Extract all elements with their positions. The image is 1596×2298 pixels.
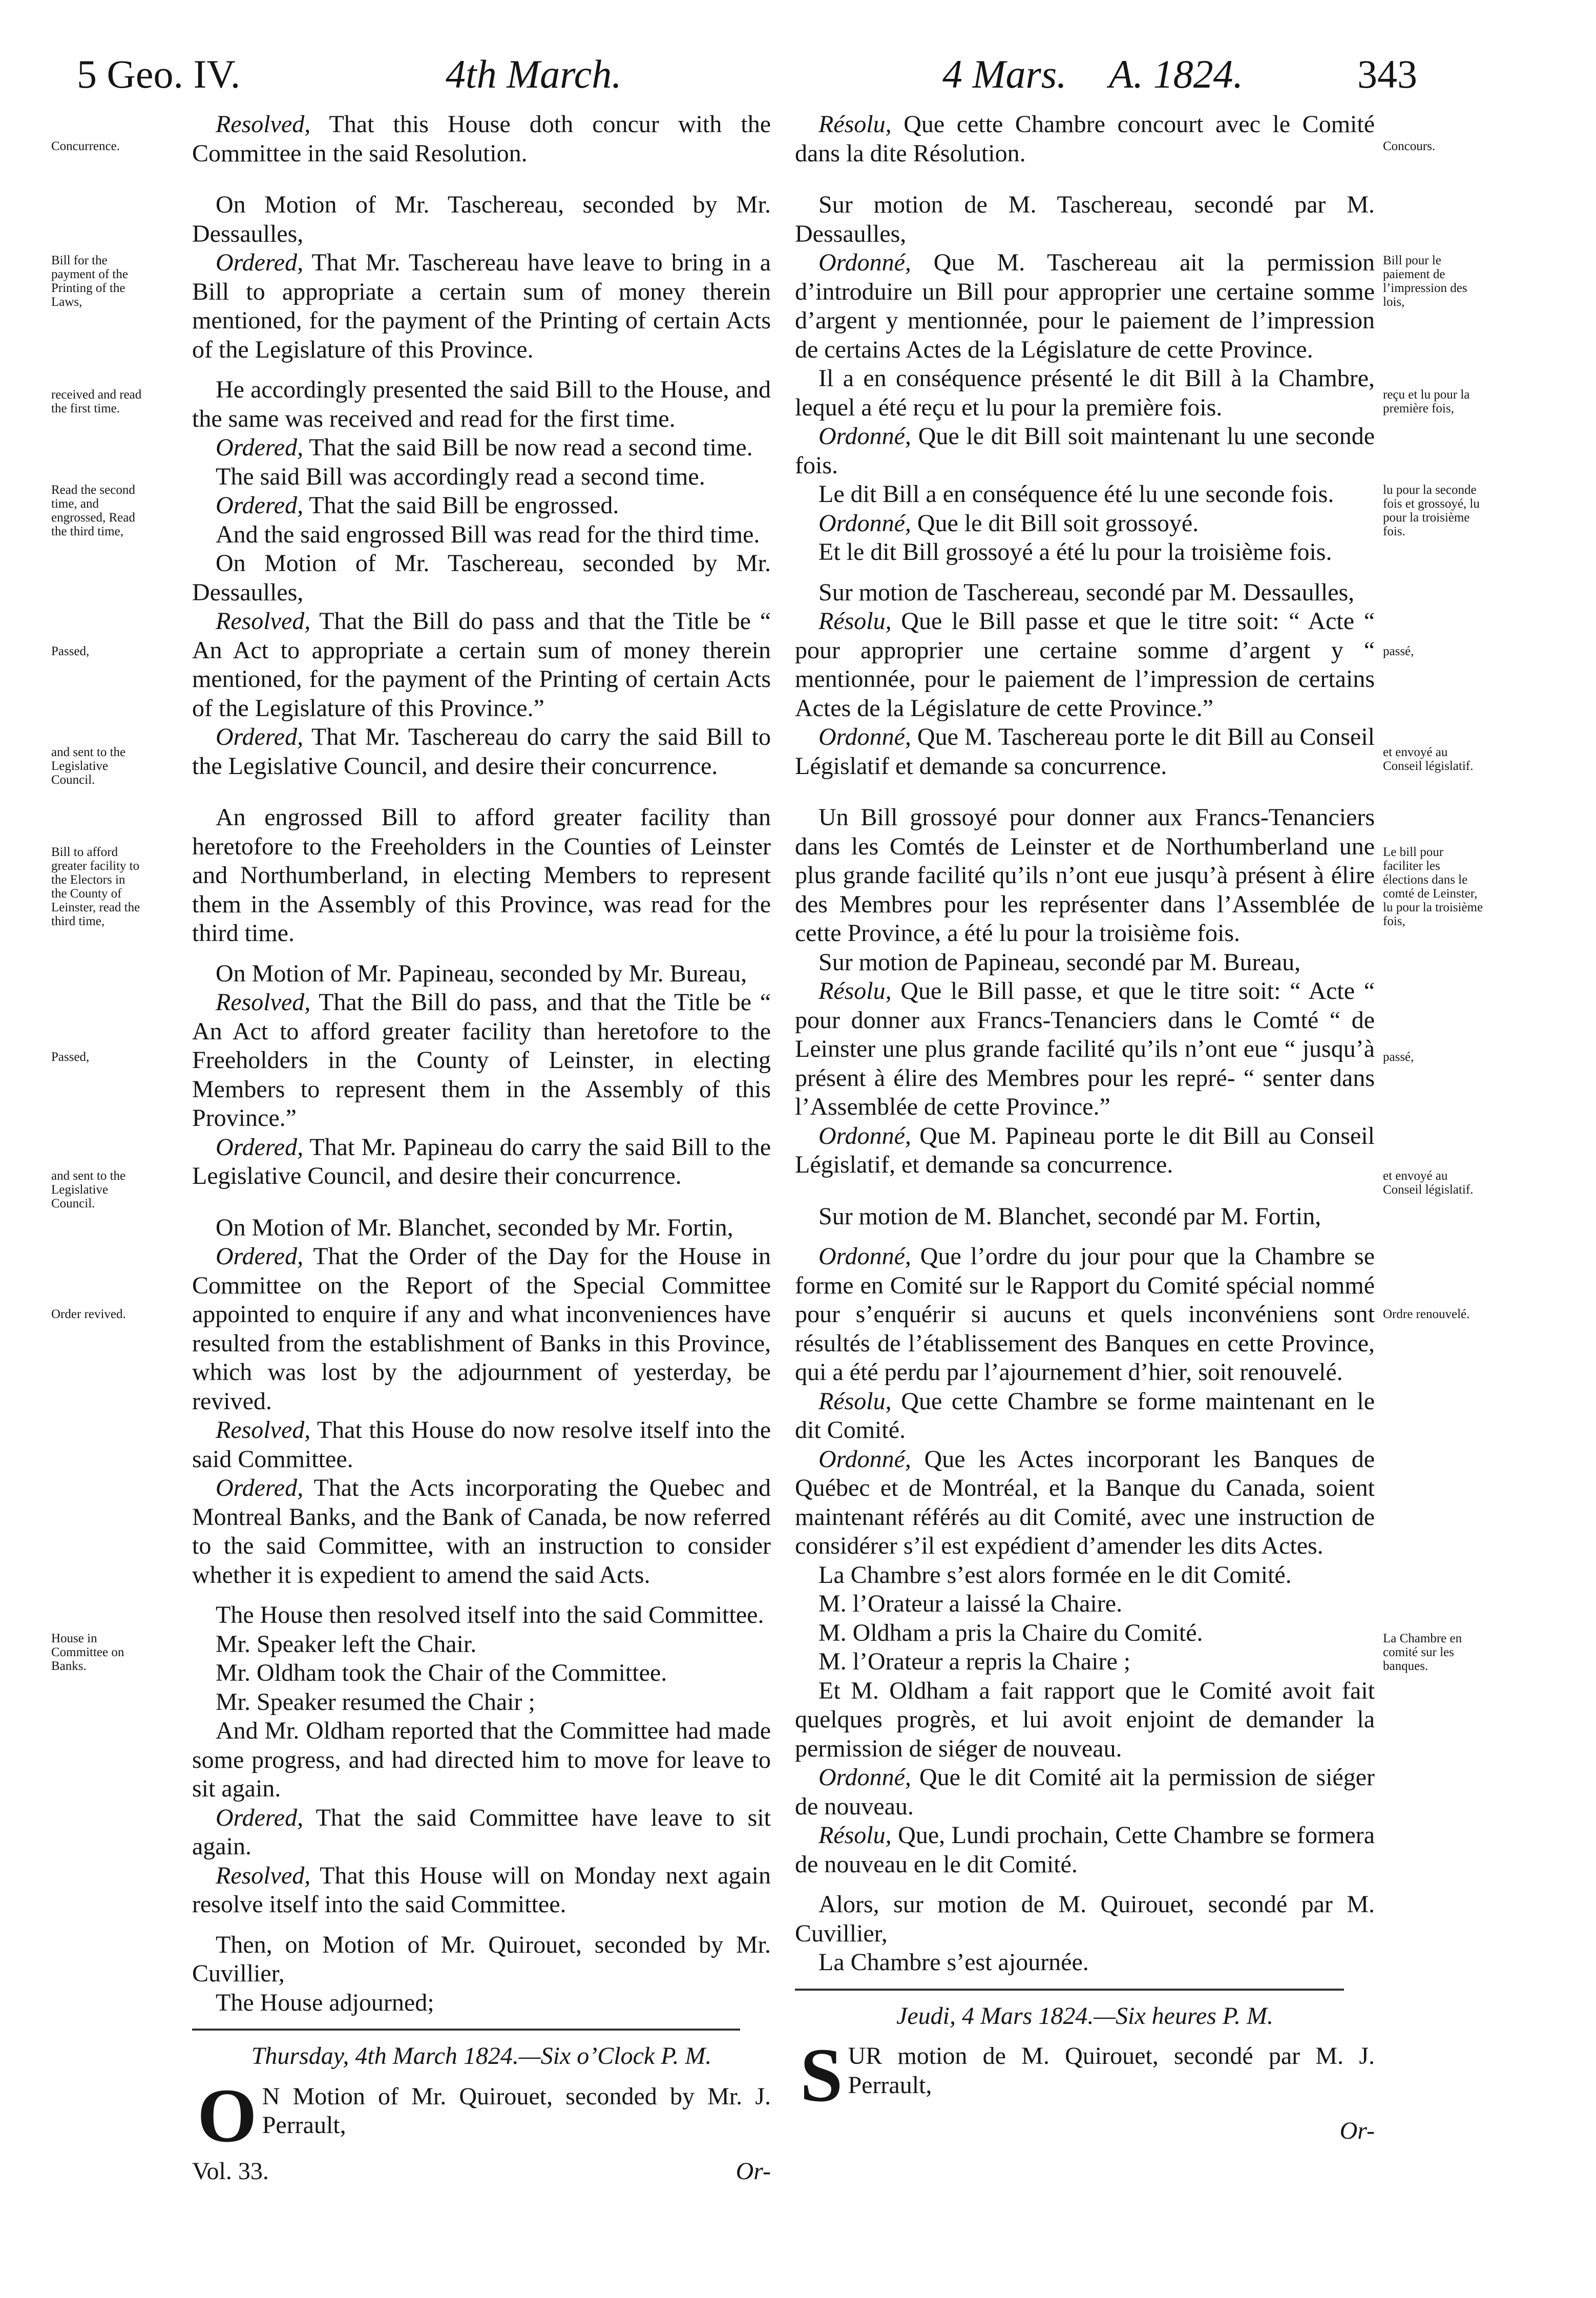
paragraph: Ordered, That Mr. Taschereau have leave to bring in a Bill to appropriate a certain sum of money therein mentioned, for the payment of the Printing of certain Acts of the Legislature of this Province. — [192, 249, 771, 363]
header-year: A. 1824. — [1109, 52, 1244, 96]
paragraph: Ordered, That the said Bill be now read a second time. — [216, 434, 753, 461]
margin-note: Bill pour le paiement de l’impression des lois, — [1383, 254, 1467, 309]
margin-note: Order revived. — [51, 1307, 126, 1321]
margin-note: Concours. — [1383, 139, 1436, 153]
section-rule — [192, 2029, 740, 2031]
paragraph: Resolved, That this House will on Monday next again resolve itself into the said Committee. — [192, 1862, 771, 1918]
paragraph: Sur motion de Taschereau, secondé par M. Dessaulles, — [818, 578, 1355, 606]
paragraph: And Mr. Oldham reported that the Committee had made some progress, and had directed him to move for leave to sit again. — [192, 1717, 771, 1802]
paragraph: On Motion of Mr. Blanchet, seconded by Mr. Fortin, — [216, 1214, 733, 1241]
paragraph: Alors, sur motion de M. Quirouet, secondé par M. Cuvillier, — [795, 1891, 1375, 1947]
paragraph: Ordonné, Que le dit Bill soit grossoyé. — [818, 509, 1199, 537]
paragraph: On Motion of Mr. Taschereau, seconded by Mr. Dessaulles, — [192, 550, 771, 606]
paragraph: Ordered, That the Order of the Day for the House in Committee on the Report of the Special Committee appointed to enquire if any and what inconveniences have resulted from the establishment of Banks in this Province, which was lost by the adjournment of yesterday, be revived. — [192, 1243, 771, 1415]
paragraph: Ordonné, Que M. Taschereau porte le dit Bill au Conseil Législatif et demande sa concurrence. — [795, 723, 1375, 780]
margin-note: House in Committee on Banks. — [51, 1632, 124, 1673]
paragraph: Mr. Speaker left the Chair. — [216, 1630, 477, 1658]
paragraph: La Chambre s’est alors formée en le dit Comité. — [818, 1561, 1292, 1589]
paragraph: On Motion of Mr. Papineau, seconded by Mr. Bureau, — [216, 959, 747, 987]
paragraph: Résolu, Que le Bill passe, et que le titre soit: “ Acte “ pour donner aux Francs-Tenanciers dans le Comté “ de Leinster une plus grande facilité qu’ils n’ont eue “ jusqu’à présent à élire des Membres pour les repré- “ senter dans l’Assemblée de cette Province.” — [795, 977, 1375, 1120]
paragraph: Un Bill grossoyé pour donner aux Francs-Tenanciers dans les Comtés de Leinster et de Northumberland une plus grande facilité qu’ils n’ont eue jusqu’à présent à élire des Membres pour les représenter dans l’Assemblée de cette Province, a été lu pour la troisième fois. — [795, 804, 1375, 947]
margin-note: et envoyé au Conseil législatif. — [1383, 1169, 1474, 1197]
margin-note: Passed, — [51, 1050, 90, 1064]
paragraph: Résolu, Que cette Chambre concourt avec le Comité dans la dite Résolution. — [795, 111, 1375, 167]
paragraph: Résolu, Que, Lundi prochain, Cette Chambre se formera de nouveau en le dit Comité. — [795, 1822, 1375, 1878]
paragraph: M. l’Orateur a laissé la Chaire. — [818, 1590, 1123, 1617]
dateline-en: Thursday, 4th March 1824.—Six o’Clock P. M. — [251, 2042, 712, 2070]
dropcap-en: O — [197, 2073, 257, 2158]
paragraph: The House then resolved itself into the said Committee. — [216, 1601, 764, 1628]
paragraph: An engrossed Bill to afford greater facility than heretofore to the Freeholders in the Counties of Leinster and Northumberland, in electing Members to represent them in the Assembly of this Province, was read for the third time. — [192, 804, 771, 947]
paragraph: Resolved, That the Bill do pass, and that the Title be “ An Act to afford greater facility than heretofore to the Freeholders in the County of Leinster, in electing Members to represent them in the Assembly of this Province.” — [192, 989, 771, 1132]
paragraph: Résolu, Que le Bill passe et que le titre soit: “ Acte “ pour approprier une certaine somme d’argent y “ mentionnée, pour le paiement de l’impression de certains Actes de la Législature de cette Province.” — [795, 608, 1375, 722]
header-session: 5 Geo. IV. — [77, 52, 241, 96]
margin-note: et envoyé au Conseil législatif. — [1383, 745, 1474, 773]
paragraph: Resolved, That this House do now resolve itself into the said Committee. — [192, 1416, 771, 1473]
page-number: 343 — [1357, 52, 1417, 96]
paragraph: Then, on Motion of Mr. Quirouet, seconded by Mr. Cuvillier, — [192, 1931, 771, 1987]
paragraph: Et le dit Bill grossoyé a été lu pour la troisième fois. — [818, 538, 1332, 566]
margin-note: Ordre renouvelé. — [1383, 1307, 1470, 1321]
paragraph: M. l’Orateur a repris la Chaire ; — [818, 1648, 1131, 1675]
catchword-line-fr — [795, 2117, 1375, 2146]
evening-opening-en: O N Motion of Mr. Quirouet, seconded by Mr. J. Perrault, — [197, 2073, 771, 2158]
margin-note: Concurrence. — [51, 139, 120, 153]
paragraph: Ordonné, Que M. Taschereau ait la permission d’introduire un Bill pour approprier une certaine somme d’argent y mentionnée, pour le paiement de l’impression de certains Actes de la Législature de cette Province. — [795, 249, 1375, 363]
margin-note: and sent to the Legislative Council. — [51, 1169, 126, 1210]
header-date-fr: 4 Mars. — [942, 52, 1067, 96]
paragraph: Resolved, That the Bill do pass and that the Title be “ An Act to appropriate a certain sum of money therein mentioned, for the payment of the Printing of certain Acts of the Legislature of this Province.” — [192, 608, 771, 722]
paragraph: Ordonné, Que le dit Bill soit maintenant lu une seconde fois. — [795, 423, 1375, 479]
margin-note: passé, — [1383, 644, 1414, 658]
catchword-fr: Or- — [1339, 2117, 1375, 2144]
margin-note: Bill for the payment of the Printing of the Laws, — [51, 254, 128, 309]
header-date-en: 4th March. — [446, 52, 622, 96]
margin-note: La Chambre en comité sur les banques. — [1383, 1632, 1462, 1673]
margin-note: reçu et lu pour la première fois, — [1383, 388, 1470, 415]
paragraph: Sur motion de Papineau, secondé par M. Bureau, — [818, 948, 1301, 976]
paragraph: Ordonné, Que l’ordre du jour pour que la Chambre se forme en Comité sur le Rapport du Comité spécial nommé pour s’enquérir si aucuns et quels inconvéniens sont résultés de l’établissement des Banques en cette Province, qui a été perdu par l’ajournement d’hier, soit renouvelé. — [795, 1243, 1375, 1386]
paragraph: And the said engrossed Bill was read for the third time. — [216, 520, 760, 548]
paragraph: Ordered, That Mr. Papineau do carry the said Bill to the Legislative Council, and desire their concurrence. — [192, 1133, 771, 1189]
paragraph: He accordingly presented the said Bill to the House, and the same was received and read for the first time. — [192, 376, 771, 432]
paragraph: Ordered, That the said Committee have leave to sit again. — [192, 1804, 771, 1860]
paragraph: Ordered, That Mr. Taschereau do carry the said Bill to the Legislative Council, and desire their concurrence. — [192, 723, 771, 780]
catchword-en: Or- — [736, 2157, 771, 2185]
paragraph: The said Bill was accordingly read a second time. — [216, 463, 705, 490]
margin-note: Bill to afford greater facility to the Electors in the County of Leinster, read the third time, — [51, 845, 140, 928]
margin-note: and sent to the Legislative Council. — [51, 745, 126, 787]
paragraph: Ordonné, Que M. Papineau porte le dit Bill au Conseil Législatif, et demande sa concurrence. — [795, 1122, 1375, 1178]
paragraph: Ordered, That the Acts incorporating the Quebec and Montreal Banks, and the Bank of Canada, be now referred to the said Committee, with an instruction to consider whether it is expedient to amend the said Acts. — [192, 1474, 771, 1589]
paragraph: Sur motion de M. Blanchet, secondé par M. Fortin, — [818, 1202, 1321, 1230]
paragraph: Mr. Speaker resumed the Chair ; — [216, 1688, 535, 1716]
paragraph: La Chambre s’est ajournée. — [818, 1949, 1089, 1976]
margin-note: received and read the first time. — [51, 388, 142, 415]
paragraph: Resolved, That this House doth concur with the Committee in the said Resolution. — [192, 111, 771, 167]
margin-note: lu pour la seconde fois et grossoyé, lu pour la troisième fois. — [1383, 483, 1480, 538]
french-column — [795, 110, 1375, 2146]
paragraph: Ordered, That the said Bill be engrossed. — [216, 492, 619, 519]
paragraph: On Motion of Mr. Taschereau, seconded by Mr. Dessaulles, — [192, 191, 771, 247]
paragraph: Mr. Oldham took the Chair of the Committee. — [216, 1659, 667, 1686]
paragraph: Sur motion de M. Taschereau, secondé par M. Dessaulles, — [795, 191, 1375, 247]
dateline-fr: Jeudi, 4 Mars 1824.—Six heures P. M. — [896, 2002, 1273, 2030]
english-column — [192, 110, 771, 2186]
margin-note: Le bill pour faciliter les élections dans le comté de Leinster, lu pour la troisième fois, — [1383, 845, 1483, 928]
paragraph: Et M. Oldham a fait rapport que le Comité avoit fait quelques progrès, et lui avoit enjoint de demander la permission de siéger de nouveau. — [795, 1677, 1375, 1762]
paragraph: Il a en conséquence présenté le dit Bill à la Chambre, lequel a été reçu et lu pour la première fois. — [795, 365, 1375, 421]
paragraph: M. Oldham a pris la Chaire du Comité. — [818, 1619, 1203, 1646]
paragraph: Résolu, Que cette Chambre se forme maintenant en le dit Comité. — [795, 1387, 1375, 1444]
margin-note: Read the second time, and engrossed, Read the third time, — [51, 483, 135, 538]
paragraph: Ordonné, Que les Actes incorporant les Banques de Québec et de Montréal, et la Banque du Canada, soient maintenant référés au dit Comité, avec une instruction de considérer s’il est expédient d’amender les dits Actes. — [795, 1445, 1375, 1559]
paragraph: Ordonné, Que le dit Comité ait la permission de siéger de nouveau. — [795, 1764, 1375, 1820]
evening-opening-fr: SUR motion de M. Quirouet, secondé par M. J. Perrault, — [800, 2033, 1375, 2118]
paragraph: The House adjourned; — [216, 1989, 434, 2016]
margin-note: Passed, — [51, 644, 90, 658]
dropcap-fr: S — [800, 2033, 843, 2118]
paragraph: Le dit Bill a en conséquence été lu une seconde fois. — [818, 481, 1334, 508]
margin-note: passé, — [1383, 1050, 1414, 1064]
volume-line: Vol. 33. Or- — [192, 2157, 771, 2186]
section-rule — [795, 1989, 1344, 1991]
